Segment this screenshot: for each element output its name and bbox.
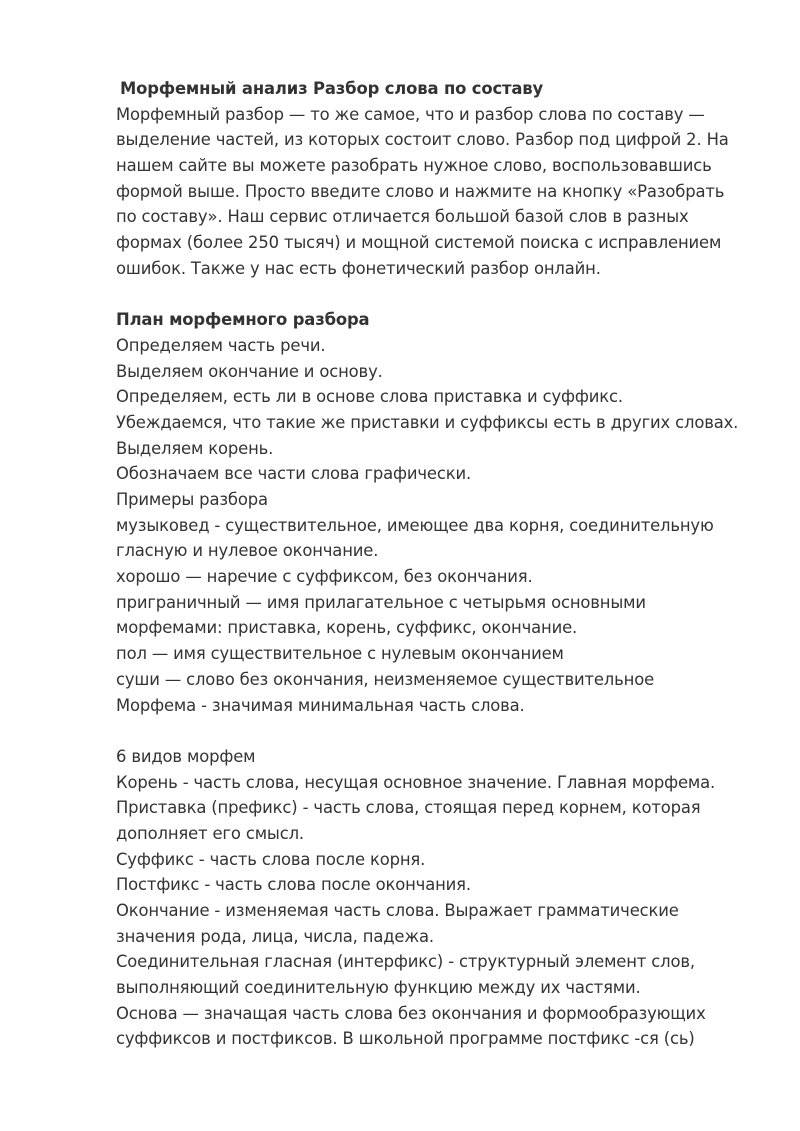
text-line: ошибок. Также у нас есть фонетический разбор онлайн. — [116, 258, 601, 278]
text-line: Определяем, есть ли в основе слова приставка и суффикс. — [116, 387, 623, 407]
text-line: Приставка (префикс) - часть слова, стоящая перед корнем, которая — [116, 798, 701, 818]
text-line: Окончание - изменяемая часть слова. Выражает грамматические — [116, 901, 679, 920]
text-line: гласную и нулевое окончание. — [116, 541, 379, 561]
morpheme-types-section — [116, 744, 776, 1052]
text-line: Выделяем окончание и основу. — [116, 361, 383, 381]
text-line: формой выше. Просто введите слово и нажмите на кнопку «Разобрать — [116, 181, 725, 201]
text-line: Соединительная гласная (интерфикс) - структурный элемент слов, — [116, 952, 695, 972]
text-line: 6 видов морфем — [116, 746, 256, 766]
text-line: Основа — значащая часть слова без окончания и формообразующих — [116, 1003, 706, 1023]
paragraph-spacer — [116, 718, 776, 744]
paragraph-spacer — [116, 282, 776, 308]
document-body — [116, 76, 776, 1052]
text-line: суффиксов и постфиксов. В школьной программе постфикс -ся (сь) — [116, 1029, 695, 1049]
text-line: Морфемный разбор — то же самое, что и разбор слова по составу — — [116, 104, 705, 124]
text-line: Определяем часть речи. — [116, 335, 326, 355]
text-line: по составу». Наш сервис отличается большой базой слов в разных — [116, 207, 689, 227]
text-line: приграничный — имя прилагательное с четырьмя основными — [116, 592, 646, 612]
text-line: Выделяем корень. — [116, 438, 274, 458]
intro-paragraph — [116, 102, 776, 282]
text-line: нашем сайте вы можете разобрать нужное слово, воспользовавшись — [116, 156, 712, 176]
text-line: Убеждаемся, что такие же приставки и суффиксы есть в других словах. — [116, 412, 739, 432]
document-title: Морфемный анализ Разбор слова по составу — [120, 79, 544, 98]
text-line: значения рода, лица, числа, падежа. — [116, 926, 434, 946]
plan-heading: План морфемного разбора — [116, 310, 370, 330]
text-line: Суффикс - часть слова после корня. — [116, 849, 426, 869]
text-line: хорошо — наречие с суффиксом, без окончания. — [116, 567, 533, 587]
text-line: Обозначаем все части слова графически. — [116, 464, 472, 484]
text-line: дополняет его смысл. — [116, 823, 304, 843]
text-line: пол — имя существительное с нулевым окончанием — [116, 644, 564, 664]
text-line: выполняющий соединительную функцию между их частями. — [116, 978, 641, 998]
text-line: музыковед - существительное, имеющее два корня, соединительную — [116, 515, 714, 535]
text-line: формах (более 250 тысяч) и мощной системой поиска с исправлением — [116, 233, 722, 253]
text-line: Примеры разбора — [116, 490, 268, 509]
text-line: Постфикс - часть слова после окончания. — [116, 875, 471, 895]
text-line: морфемами: приставка, корень, суффикс, окончание. — [116, 618, 578, 638]
text-line: Морфема - значимая минимальная часть слова. — [116, 695, 525, 715]
text-line: выделение частей, из которых состоит слово. Разбор под цифрой 2. На — [116, 130, 729, 150]
text-line: суши — слово без окончания, неизменяемое существительное — [116, 669, 655, 689]
plan-section — [116, 333, 776, 718]
text-line: Корень - часть слова, несущая основное значение. Главная морфема. — [116, 772, 716, 792]
